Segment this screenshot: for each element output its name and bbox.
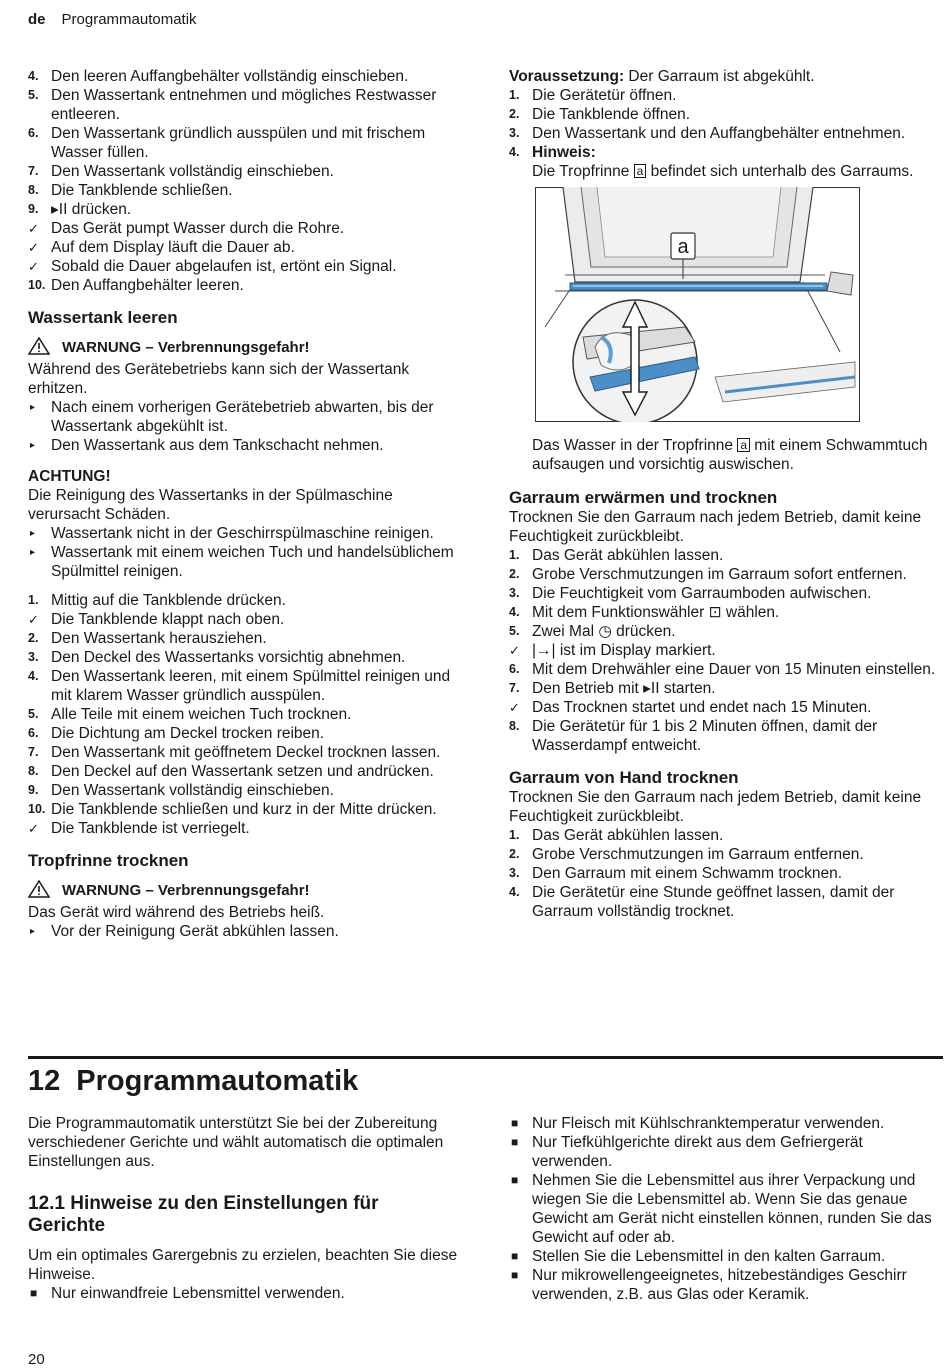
- step-number: 8.: [28, 764, 39, 778]
- precondition: [509, 67, 939, 86]
- list-item: [509, 124, 939, 143]
- list-item: [28, 648, 458, 667]
- step-number: 3.: [509, 126, 520, 140]
- square-bullet-icon: ■: [511, 1249, 519, 1263]
- list-item: [28, 181, 458, 200]
- chapter-title: [28, 1064, 358, 1098]
- list-item: [509, 717, 939, 755]
- list-item: [28, 743, 458, 762]
- warning-description: Während des Gerätebetriebs kann sich der Wassertank erhitzen.: [28, 361, 410, 397]
- list-item: [509, 1171, 939, 1247]
- list-item: [28, 800, 458, 819]
- list-item: [28, 86, 458, 124]
- list-item: [509, 1247, 939, 1266]
- list-item-text: Die Tankblende klappt nach oben.: [51, 611, 285, 628]
- step-number: 4.: [509, 145, 520, 159]
- list-item: [28, 162, 458, 181]
- step-number: 5.: [28, 707, 39, 721]
- square-bullet-icon: ■: [511, 1173, 519, 1187]
- list-item-text: Sobald die Dauer abgelaufen ist, ertönt ein Signal.: [51, 258, 397, 275]
- list-item: [509, 1266, 939, 1304]
- square-bullet-icon: ■: [511, 1135, 519, 1149]
- heading-garraum-hand: Garraum von Hand trocknen: [509, 768, 739, 787]
- wipe-text-start: Das Wasser in der Tropfrinne: [532, 437, 738, 454]
- list-item-text: Wassertank mit einem weichen Tuch und handelsüblichem Spülmittel reinigen.: [51, 544, 454, 580]
- drip-tray-steps: [509, 86, 939, 143]
- list-item: [28, 524, 458, 543]
- step-number: 2.: [28, 631, 39, 645]
- section-text: Um ein optimales Garergebnis zu erzielen, beachten Sie diese Hinweise.: [28, 1247, 458, 1283]
- refill-steps: [28, 67, 458, 295]
- step-number: 10.: [28, 802, 46, 816]
- list-item-text: ▸II drücken.: [51, 201, 132, 218]
- list-item-text: Den Wassertank und den Auffangbehälter entnehmen.: [532, 125, 906, 142]
- checkmark-icon: ✓: [28, 612, 39, 627]
- list-item-text: Nehmen Sie die Lebensmittel aus ihrer Verpackung und wiegen Sie die Lebensmittel ab. Wenn Sie das genaue Gewicht am Gerät nicht einstellen können, runden Sie das Gewicht auf oder ab.: [532, 1172, 932, 1246]
- checkmark-icon: ✓: [28, 240, 39, 255]
- list-item: [509, 883, 939, 921]
- list-item: [28, 124, 458, 162]
- list-item-text: Den Wassertank leeren, mit einem Spülmittel reinigen und mit klarem Wasser gründlich ausspülen.: [51, 668, 451, 704]
- list-item-text: Grobe Verschmutzungen im Garraum entfernen.: [532, 846, 864, 863]
- list-item-text: Stellen Sie die Lebensmittel in den kalten Garraum.: [532, 1248, 886, 1265]
- tank-cleaning-steps: [28, 591, 458, 838]
- step-number: 1.: [509, 548, 520, 562]
- list-item-text: Den leeren Auffangbehälter vollständig einschieben.: [51, 68, 409, 85]
- checkmark-icon: ✓: [509, 643, 520, 658]
- list-item-text: Nach einem vorherigen Gerätebetrieb abwarten, bis der Wassertank abgekühlt ist.: [51, 399, 434, 435]
- precondition-text: Der Garraum ist abgekühlt.: [624, 68, 815, 85]
- step-number: 6.: [28, 726, 39, 740]
- list-item-text: Den Wassertank aus dem Tankschacht nehmen.: [51, 437, 384, 454]
- list-item-text: Die Feuchtigkeit vom Garraumboden aufwischen.: [532, 585, 872, 602]
- list-item: [509, 86, 939, 105]
- drip-tray-illustration: [535, 187, 860, 422]
- list-item: [28, 238, 458, 257]
- precondition-label: Voraussetzung:: [509, 68, 625, 85]
- list-item-text: Nur Tiefkühlgerichte direkt aus dem Gefriergerät verwenden.: [532, 1134, 863, 1170]
- checkmark-icon: ✓: [28, 259, 39, 274]
- list-item: [28, 819, 458, 838]
- list-item: [28, 543, 458, 581]
- list-item-text: Das Gerät abkühlen lassen.: [532, 547, 724, 564]
- step-number: 9.: [28, 783, 39, 797]
- list-item: [28, 629, 458, 648]
- step-number: 8.: [28, 183, 39, 197]
- list-item: [28, 219, 458, 238]
- step-number: 5.: [509, 624, 520, 638]
- header-title: Programmautomatik: [61, 11, 197, 28]
- list-item-text: Die Dichtung am Deckel trocken reiben.: [51, 725, 325, 742]
- list-item: [28, 200, 458, 219]
- triangle-bullet-icon: ▸: [30, 440, 36, 451]
- hint-bullets: [28, 1284, 458, 1303]
- list-item-text: Vor der Reinigung Gerät abkühlen lassen.: [51, 923, 339, 940]
- hint-bullets-right: [509, 1114, 939, 1304]
- list-item: [28, 610, 458, 629]
- list-item-text: Den Wassertank vollständig einschieben.: [51, 782, 334, 799]
- warning-label: [28, 337, 458, 360]
- square-bullet-icon: ■: [511, 1116, 519, 1130]
- list-item: [28, 257, 458, 276]
- list-item-text: Den Wassertank entnehmen und mögliches Restwasser entleeren.: [51, 87, 437, 123]
- list-item-text: Den Auffangbehälter leeren.: [51, 277, 244, 294]
- step-number: 4.: [28, 69, 39, 83]
- chapter-intro: Die Programmautomatik unterstützt Sie bei der Zubereitung verschiedener Gerichte und wählt automatisch die optimalen Einstellungen aus.: [28, 1115, 444, 1170]
- list-item-text: Das Gerät pumpt Wasser durch die Rohre.: [51, 220, 345, 237]
- warning-description-2: Das Gerät wird während des Betriebs heiß.: [28, 904, 325, 921]
- warning-text: WARNUNG – Verbrennungsgefahr!: [62, 339, 310, 356]
- step-number: 2.: [509, 847, 520, 861]
- warning-label-2: [28, 880, 458, 903]
- list-item-text: Den Garraum mit einem Schwamm trocknen.: [532, 865, 843, 882]
- heading-wassertank-leeren: Wassertank leeren: [28, 308, 178, 327]
- step-number: 9.: [28, 202, 39, 216]
- step-number: 2.: [509, 107, 520, 121]
- list-item-text: Mit dem Funktionswähler ⊡ wählen.: [532, 604, 780, 621]
- callout-a-marker: a: [737, 438, 750, 452]
- page-number: 20: [28, 1351, 45, 1368]
- list-item: [509, 679, 939, 698]
- erwaermen-intro: Trocknen Sie den Garraum nach jedem Betrieb, damit keine Feuchtigkeit zurückbleibt.: [509, 509, 922, 545]
- list-item: [509, 845, 939, 864]
- list-item: [509, 826, 939, 845]
- list-item: [28, 398, 458, 436]
- list-item-text: Die Gerätetür öffnen.: [532, 87, 677, 104]
- page-header: [28, 10, 197, 29]
- hinweis-text-start: Die Tropfrinne: [532, 163, 634, 180]
- chapter-number: 12: [28, 1065, 61, 1097]
- checkmark-icon: ✓: [509, 700, 520, 715]
- list-item: [28, 1284, 458, 1303]
- triangle-bullet-icon: ▸: [30, 926, 36, 937]
- caution-bullets: [28, 524, 458, 581]
- list-item: [509, 1133, 939, 1171]
- list-item-text: Alle Teile mit einem weichen Tuch trocknen.: [51, 706, 352, 723]
- list-item-text: Die Tankblende ist verriegelt.: [51, 820, 250, 837]
- list-item: [28, 67, 458, 86]
- caution-description: Die Reinigung des Wassertanks in der Spülmaschine verursacht Schäden.: [28, 487, 393, 523]
- chapter-right-column: [509, 1114, 939, 1304]
- list-item: [28, 436, 458, 455]
- list-item-text: Den Wassertank mit geöffnetem Deckel trocknen lassen.: [51, 744, 441, 761]
- hand-steps: [509, 826, 939, 921]
- list-item: [509, 622, 939, 641]
- list-item: [28, 591, 458, 610]
- hinweis-step: [509, 143, 939, 181]
- step-number: 6.: [509, 662, 520, 676]
- warning-triangle-icon: [28, 880, 50, 903]
- list-item: [509, 105, 939, 124]
- list-item-text: Auf dem Display läuft die Dauer ab.: [51, 239, 295, 256]
- step-number: 7.: [28, 164, 39, 178]
- warning-text: WARNUNG – Verbrennungsgefahr!: [62, 882, 310, 899]
- right-column: [509, 67, 939, 921]
- step-number: 3.: [28, 650, 39, 664]
- list-item-text: Die Gerätetür für 1 bis 2 Minuten öffnen, damit der Wasserdampf entweicht.: [532, 718, 878, 754]
- list-item-text: Die Tankblende schließen.: [51, 182, 233, 199]
- triangle-bullet-icon: ▸: [30, 528, 36, 539]
- list-item-text: Die Tankblende schließen und kurz in der Mitte drücken.: [51, 801, 437, 818]
- list-item: [28, 276, 458, 295]
- list-item-text: Zwei Mal ◷ drücken.: [532, 623, 676, 640]
- callout-a-marker: a: [634, 164, 647, 178]
- left-column: [28, 67, 458, 941]
- step-number: 4.: [509, 605, 520, 619]
- list-item: [28, 922, 458, 941]
- list-item-text: Das Gerät abkühlen lassen.: [532, 827, 724, 844]
- list-item-text: Mit dem Drehwähler eine Dauer von 15 Minuten einstellen.: [532, 661, 936, 678]
- step-number: 1.: [28, 593, 39, 607]
- list-item-text: Mittig auf die Tankblende drücken.: [51, 592, 286, 609]
- square-bullet-icon: ■: [511, 1268, 519, 1282]
- list-item-text: Den Wassertank herausziehen.: [51, 630, 267, 647]
- triangle-bullet-icon: ▸: [30, 402, 36, 413]
- step-number: 1.: [509, 88, 520, 102]
- list-item-text: Den Deckel auf den Wassertank setzen und andrücken.: [51, 763, 434, 780]
- list-item: [28, 762, 458, 781]
- list-item-text: Nur einwandfreie Lebensmittel verwenden.: [51, 1285, 345, 1302]
- chapter-divider: [28, 1056, 943, 1059]
- step-number: 5.: [28, 88, 39, 102]
- erwaermen-steps: [509, 546, 939, 755]
- list-item-text: Wassertank nicht in der Geschirrspülmaschine reinigen.: [51, 525, 434, 542]
- list-item-text: Die Tankblende öffnen.: [532, 106, 690, 123]
- section-heading-12-1: 12.1 Hinweise zu den Einstellungen für Gerichte: [28, 1193, 379, 1236]
- list-item: [28, 781, 458, 800]
- step-number: 2.: [509, 567, 520, 581]
- square-bullet-icon: ■: [30, 1286, 38, 1300]
- list-item-text: Das Trocknen startet und endet nach 15 Minuten.: [532, 699, 872, 716]
- triangle-bullet-icon: ▸: [30, 547, 36, 558]
- heading-garraum-erwaermen: Garraum erwärmen und trocknen: [509, 488, 778, 507]
- step-number: 4.: [28, 669, 39, 683]
- list-item: [509, 546, 939, 565]
- callout-a-label: a: [677, 236, 689, 258]
- step-number: 7.: [28, 745, 39, 759]
- list-item-text: Den Deckel des Wassertanks vorsichtig abnehmen.: [51, 649, 406, 666]
- list-item: [509, 584, 939, 603]
- list-item-text: Nur mikrowellengeeignetes, hitzebeständiges Geschirr verwenden, z.B. aus Glas oder Keramik.: [532, 1267, 907, 1303]
- step-number: 6.: [28, 126, 39, 140]
- list-item: [509, 565, 939, 584]
- hinweis-label: Hinweis:: [532, 144, 596, 161]
- list-item-text: Die Gerätetür eine Stunde geöffnet lassen, damit der Garraum vollständig trocknet.: [532, 884, 895, 920]
- chapter-name: Programmautomatik: [76, 1065, 359, 1097]
- list-item-text: Den Wassertank gründlich ausspülen und mit frischem Wasser füllen.: [51, 125, 426, 161]
- list-item: [509, 1114, 939, 1133]
- wipe-text-end: mit einem Schwammtuch aufsaugen und vorsichtig auswischen.: [532, 437, 928, 473]
- list-item: [509, 603, 939, 622]
- warning-triangle-icon: [28, 337, 50, 360]
- step-number: 1.: [509, 828, 520, 842]
- list-item-text: Den Wassertank vollständig einschieben.: [51, 163, 334, 180]
- list-item-text: |→| ist im Display markiert.: [532, 642, 716, 659]
- checkmark-icon: ✓: [28, 221, 39, 236]
- language-code: de: [28, 11, 46, 28]
- caution-label: ACHTUNG!: [28, 468, 111, 485]
- checkmark-icon: ✓: [28, 821, 39, 836]
- step-number: 8.: [509, 719, 520, 733]
- list-item-text: Nur Fleisch mit Kühlschranktemperatur verwenden.: [532, 1115, 885, 1132]
- list-item: [28, 705, 458, 724]
- heading-tropfrinne-trocknen: Tropfrinne trocknen: [28, 851, 189, 870]
- list-item: [509, 660, 939, 679]
- list-item: [509, 864, 939, 883]
- list-item-text: Den Betrieb mit ▸II starten.: [532, 680, 716, 697]
- warning-bullets: [28, 398, 458, 455]
- list-item-text: Grobe Verschmutzungen im Garraum sofort entfernen.: [532, 566, 907, 583]
- list-item: [28, 667, 458, 705]
- list-item: [509, 641, 939, 660]
- warning-bullets-2: [28, 922, 458, 941]
- chapter-left-column: [28, 1114, 458, 1303]
- step-number: 3.: [509, 866, 520, 880]
- wipe-instruction: [509, 436, 939, 474]
- list-item: [509, 698, 939, 717]
- step-number: 7.: [509, 681, 520, 695]
- list-item: [28, 724, 458, 743]
- hinweis-text-end: befindet sich unterhalb des Garraums.: [646, 163, 914, 180]
- step-number: 4.: [509, 885, 520, 899]
- hand-intro: Trocknen Sie den Garraum nach jedem Betrieb, damit keine Feuchtigkeit zurückbleibt.: [509, 789, 922, 825]
- step-number: 3.: [509, 586, 520, 600]
- step-number: 10.: [28, 278, 46, 292]
